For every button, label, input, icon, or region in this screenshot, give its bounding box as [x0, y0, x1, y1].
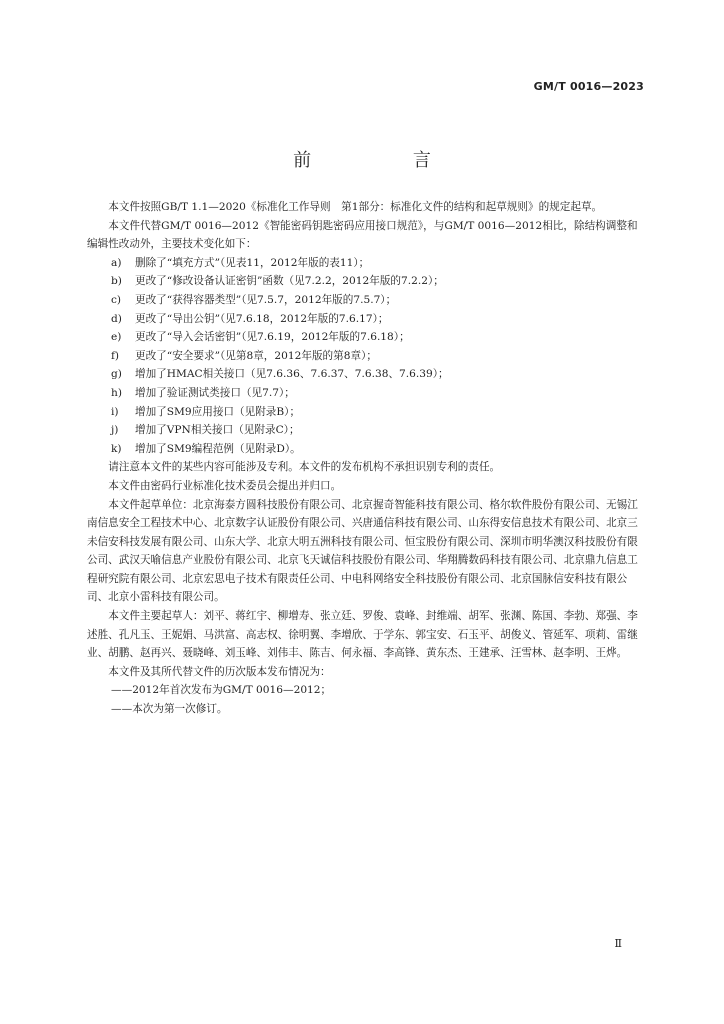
list-item [87, 254, 647, 273]
page-title: 前 言 [293, 150, 479, 171]
paragraph-drafters: 本文件主要起草人：刘平、蒋红宇、柳增寿、张立廷、罗俊、袁峰、封维端、胡军、张渊、陈国、李勃、郑强、李述胜、孔凡玉、王妮娟、马洪富、高志权、徐明翼、李增欣、于学东、郭宝安、石玉平、胡俊义、管延军、项莉、雷继业、胡鹏、赵再兴、聂晓峰、刘玉峰、刘伟丰、陈吉、何永福、李高锋、黄东杰、王建承、汪雪林、赵李明、王烨。 [87, 610, 638, 660]
history-item: ——本次为第一次修订。 [111, 703, 228, 716]
list-item-text: 更改了“获得容器类型”（见7.5.7，2012年版的7.5.7）； [135, 293, 397, 306]
list-item [87, 365, 647, 384]
list-marker: g) [111, 368, 122, 381]
list-item [87, 421, 647, 440]
list-item-text: 更改了“修改设备认证密钥”函数（见7.2.2，2012年版的7.2.2）； [135, 275, 444, 288]
list-marker: b) [111, 275, 122, 288]
list-marker: h) [111, 386, 122, 399]
list-item-text: 增加了SM9编程范例（见附录D）。 [135, 442, 301, 455]
history-item: ——2012年首次发布为GM/T 0016—2012； [111, 684, 332, 697]
list-item-text: 增加了验证测试类接口（见7.7）； [135, 386, 295, 399]
standard-code: GM/T 0016—2023 [533, 80, 644, 93]
list-marker: e) [111, 331, 122, 344]
foreword-body [87, 198, 647, 719]
list-item [87, 291, 647, 310]
list-item-text: 删除了“填充方式”（见表11，2012年版的表11）； [135, 256, 370, 269]
list-item-text: 更改了“安全要求”（见第8章，2012年版的第8章）； [135, 349, 377, 362]
list-item [87, 310, 647, 329]
list-item [87, 440, 647, 459]
list-item [87, 272, 647, 291]
change-list [87, 254, 647, 459]
list-item [87, 403, 647, 422]
page-number: Ⅱ [614, 937, 622, 950]
paragraph-drafting-units: 本文件起草单位：北京海泰方圆科技股份有限公司、北京握奇智能科技有限公司、格尔软件股份有限公司、无锡江南信息安全工程技术中心、北京数字认证股份有限公司、兴唐通信科技有限公司、山东得安信息技术有限公司、北京三未信安科技发展有限公司、山东大学、北京大明五洲科技有限公司、恒宝股份有限公司、深圳市明华澳汉科技股份有限公司、武汉天喻信息产业股份有限公司、北京飞天诚信科技股份有限公司、华翔腾数码科技有限公司、北京鼎九信息工程研究院有限公司、北京宏思电子技术有限责任公司、中电科网络安全科技股份有限公司、北京国脉信安科技有限公司、北京小雷科技有限公司。 [87, 498, 638, 604]
list-marker: k) [111, 442, 122, 455]
list-item-text: 增加了VPN相关接口（见附录C）； [135, 424, 300, 437]
list-marker: a) [111, 256, 122, 269]
paragraph-history-intro: 本文件及其所代替文件的历次版本发布情况为： [108, 665, 331, 678]
list-item-text: 增加了HMAC相关接口（见7.6.36、7.6.37、7.6.38、7.6.39）； [135, 368, 449, 381]
list-item [87, 347, 647, 366]
list-item-text: 更改了“导入会话密钥”（见7.6.19，2012年版的7.6.18）； [135, 331, 410, 344]
list-item [87, 384, 647, 403]
list-marker: f) [111, 349, 120, 362]
paragraph-patent-notice: 请注意本文件的某些内容可能涉及专利。本文件的发布机构不承担识别专利的责任。 [108, 461, 501, 474]
list-marker: c) [111, 293, 122, 306]
list-marker: d) [111, 312, 122, 325]
list-marker: j) [111, 424, 119, 437]
list-item [87, 328, 647, 347]
paragraph-drafting-rules: 本文件按照GB/T 1.1—2020《标准化工作导则 第1部分：标准化文件的结构和起草规则》的规定起草。 [108, 201, 603, 213]
paragraph-replacement: 本文件代替GM/T 0016—2012《智能密码钥匙密码应用接口规范》，与GM/T 0016—2012相比，除结构调整和编辑性改动外，主要技术变化如下： [87, 219, 638, 251]
list-marker: i) [111, 405, 119, 418]
list-item-text: 增加了SM9应用接口（见附录B）； [135, 405, 301, 418]
paragraph-committee: 本文件由密码行业标准化技术委员会提出并归口。 [108, 479, 342, 492]
list-item-text: 更改了“导出公钥”（见7.6.18，2012年版的7.6.17）； [135, 312, 389, 325]
